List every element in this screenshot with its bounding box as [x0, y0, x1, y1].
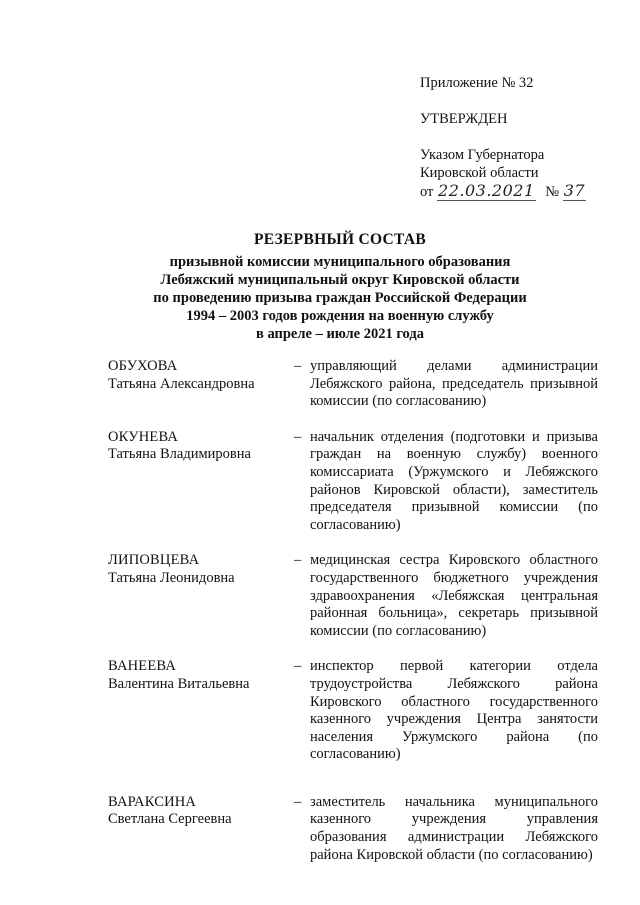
member-given-name: Татьяна Леонидовна	[108, 569, 235, 586]
member-surname: ОБУХОВА	[108, 358, 178, 374]
appendix-label: Приложение № 32	[420, 75, 534, 91]
member-given-name: Татьяна Александровна	[108, 375, 255, 392]
dash-separator: –	[294, 358, 302, 374]
approved-label: УТВЕРЖДЕН	[420, 111, 508, 127]
member-name	[108, 794, 288, 829]
member-entry	[108, 658, 598, 764]
title-line: в апреле – июле 2021 года	[256, 326, 424, 342]
member-surname: ВАНЕЕВА	[108, 658, 177, 675]
title-line: призывной комиссии муниципального образования	[169, 254, 511, 270]
member-name	[108, 658, 288, 693]
dash-separator: –	[294, 658, 302, 675]
document-title	[60, 231, 620, 343]
member-role: начальник отделения (подготовки и призыва граждан на военную службу) военного комиссариата (Уржумского и Лебяжского районов Кировской области), заместитель председателя призывной комиссии (по согласованию)	[310, 428, 598, 533]
commission-roster	[108, 358, 598, 864]
member-surname: ОКУНЕВА	[108, 428, 179, 445]
member-name	[108, 358, 288, 393]
member-entry	[108, 794, 598, 864]
member-name	[108, 429, 288, 464]
decree-date-number	[420, 182, 620, 201]
handwritten-date: 22.03.2021	[438, 181, 535, 200]
title-line: 1994 – 2003 годов рождения на военную службу	[186, 308, 494, 324]
member-role: заместитель начальника муниципального казенного учреждения управления образования администрации Лебяжского района Кировской области (по согласованию)	[310, 793, 598, 863]
member-role: инспектор первой категории отдела трудоустройства Лебяжского района Кировского областного государственного казенного учреждения Центра занятости населения Уржумского района (по согласованию)	[310, 658, 598, 763]
from-prefix: от	[420, 184, 434, 200]
member-given-name: Светлана Сергеевна	[108, 811, 232, 828]
handwritten-number: 37	[563, 181, 586, 200]
member-given-name: Валентина Витальевна	[108, 675, 250, 692]
member-entry	[108, 552, 598, 640]
decree-line-2: Кировской области	[420, 165, 539, 181]
approval-block	[420, 74, 620, 201]
title-line: по проведению призыва граждан Российской Федерации	[153, 290, 527, 306]
dash-separator: –	[294, 428, 302, 445]
member-entry	[108, 429, 598, 535]
member-surname: ЛИПОВЦЕВА	[108, 552, 200, 569]
member-entry	[108, 358, 598, 411]
title-main: РЕЗЕРВНЫЙ СОСТАВ	[253, 231, 427, 248]
decree-line-1: Указом Губернатора	[420, 147, 545, 163]
title-line: Лебяжский муниципальный округ Кировской области	[160, 272, 520, 288]
member-name	[108, 552, 288, 587]
member-given-name: Татьяна Владимировна	[108, 446, 251, 463]
dash-separator: –	[294, 793, 302, 810]
member-role: медицинская сестра Кировского областного государственного бюджетного учреждения здравоохранения «Лебяжская центральная районная больница», секретарь призывной комиссии (по согласованию)	[310, 552, 598, 639]
member-role: управляющий делами администрации Лебяжского района, председатель призывной комиссии (по согласованию)	[310, 358, 598, 410]
member-surname: ВАРАКСИНА	[108, 793, 197, 810]
dash-separator: –	[294, 552, 302, 569]
number-prefix: №	[545, 184, 560, 200]
